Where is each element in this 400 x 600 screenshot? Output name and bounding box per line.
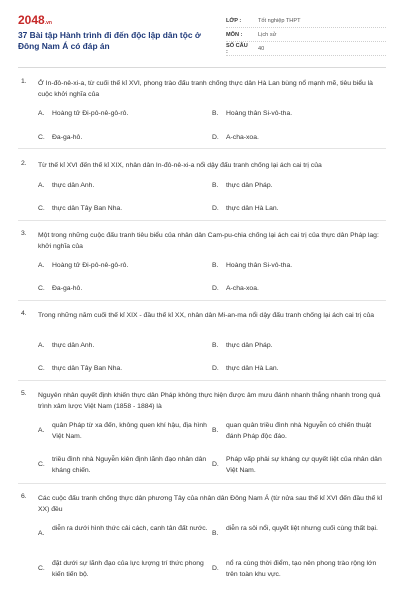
question-number: 2. (21, 160, 27, 167)
question-divider (18, 220, 386, 221)
option-text: A-cha-xoa. (226, 285, 259, 292)
option-letter: D. (212, 205, 219, 212)
option-letter: A. (38, 530, 45, 537)
option-letter: A. (38, 342, 45, 349)
option-letter: A. (38, 262, 45, 269)
option-text: Hoàng tử Đi-pô-nê-gô-rô. (52, 110, 129, 117)
option-text: thực dân Hà Lan. (226, 205, 279, 212)
logo-suffix: .vn (44, 20, 52, 26)
option-text: Hoàng thân Si-vô-tha. (226, 262, 293, 269)
option-letter: B. (212, 427, 219, 434)
option-letter: B. (212, 110, 219, 117)
option-text: Đa-ga-hô. (52, 285, 83, 292)
question-text: Trong những năm cuối thế kỉ XIX - đầu thế kỉ XX, nhân dân Mi-an-ma nổi dậy đấu tranh chống lại ách cai trị của (38, 312, 375, 319)
meta-value: Lịch sử (258, 31, 277, 38)
question-divider (18, 300, 386, 301)
question-text: Từ thế kỉ XVI đến thế kỉ XIX, nhân dân In-đô-nê-xi-a nổi dậy đấu tranh chống lại ách cai trị của (38, 162, 322, 169)
question-text: Các cuộc đấu tranh chống thực dân phương Tây của nhân dân Đông Nam Á (từ nửa sau thế kỉ XVI đến đầu thế kỉ XX) đều (38, 495, 383, 513)
option-text: thực dân Anh. (52, 182, 95, 189)
option-letter: D. (212, 461, 219, 468)
meta-info (226, 14, 386, 56)
option-text: đặt dưới sự lãnh đạo của lực lượng trí thức phong kiến tiến bộ. (52, 560, 204, 578)
option-letter: C. (38, 134, 45, 141)
option-text: Pháp vấp phải sự kháng cự quyết liệt của nhân dân Việt Nam. (226, 456, 382, 474)
question-number: 6. (21, 493, 27, 500)
option-text: thực dân Pháp. (226, 182, 273, 189)
question-number: 3. (21, 230, 27, 237)
option-text: Hoàng tử Đi-pô-nê-gô-rô. (52, 262, 129, 269)
question-divider (18, 380, 386, 381)
option-text: nổ ra cùng thời điểm, tạo nên phong trào rộng lớn trên toàn khu vực. (226, 560, 377, 578)
meta-row-count (226, 42, 386, 56)
question-number: 1. (21, 78, 27, 85)
option-letter: C. (38, 285, 45, 292)
option-letter: B. (212, 182, 219, 189)
meta-key: SỐ CÂU : (226, 42, 248, 55)
option-letter: C. (38, 461, 45, 468)
meta-row-class (226, 14, 386, 28)
question-text: Ở In-đô-nê-xi-a, từ cuối thế kỉ XVI, phong trào đấu tranh chống thực dân Hà Lan bùng nổ mạnh mẽ, tiêu biểu là cuộc khởi nghĩa của (38, 80, 373, 98)
meta-value: Tốt nghiệp THPT (258, 17, 301, 24)
question-number: 5. (21, 390, 27, 397)
question-number: 4. (21, 310, 27, 317)
option-letter: C. (38, 205, 45, 212)
option-letter: A. (38, 110, 45, 117)
option-letter: D. (212, 134, 219, 141)
document-title: 37 Bài tập Hành trình đi đến độc lập dân tộc ở Đông Nam Á có đáp án (18, 30, 201, 51)
option-letter: B. (212, 342, 219, 349)
option-text: thực dân Pháp. (226, 342, 273, 349)
logo-text: 2048 (18, 13, 45, 27)
option-text: triều đình nhà Nguyễn kiên định lãnh đạo nhân dân kháng chiến. (52, 456, 207, 474)
header-divider (18, 67, 386, 68)
option-letter: B. (212, 262, 219, 269)
option-text: diễn ra dưới hình thức cải cách, canh tân đất nước. (52, 525, 208, 532)
option-text: Hoàng thân Si-vô-tha. (226, 110, 293, 117)
question-text: Nguyên nhân quyết định khiến thực dân Pháp không thực hiện được âm mưu đánh nhanh thắng nhanh trong quá trình xâm lược Việt Nam (1858 - 1884) là (38, 392, 381, 410)
meta-value: 40 (258, 45, 265, 52)
option-letter: D. (212, 285, 219, 292)
option-letter: C. (38, 365, 45, 372)
option-text: thực dân Tây Ban Nha. (52, 205, 123, 212)
option-letter: A. (38, 427, 45, 434)
meta-row-subject (226, 28, 386, 42)
meta-key: MÔN : (226, 31, 243, 38)
site-logo[interactable] (18, 13, 52, 27)
option-text: Đa-ga-hô. (52, 134, 83, 141)
question-text: Một trong những cuộc đấu tranh tiêu biểu của nhân dân Cam-pu-chia chống lại ách cai trị của thực dân Pháp lag: khởi nghĩa của (38, 232, 379, 250)
meta-key: LỚP : (226, 17, 242, 24)
option-letter: D. (212, 365, 219, 372)
option-text: thực dân Anh. (52, 342, 95, 349)
option-text: thực dân Tây Ban Nha. (52, 365, 123, 372)
option-text: quan quân triều đình nhà Nguyễn có chiến thuật đánh Pháp độc đáo. (226, 422, 372, 440)
option-text: A-cha-xoa. (226, 134, 259, 141)
question-divider (18, 483, 386, 484)
option-letter: D. (212, 565, 219, 572)
option-text: quân Pháp từ xa đến, không quen khí hậu, địa hình Việt Nam. (52, 422, 207, 440)
option-letter: B. (212, 530, 219, 537)
option-letter: C. (38, 565, 45, 572)
page-header (0, 0, 400, 58)
question-divider (18, 148, 386, 149)
option-text: diễn ra sôi nổi, quyết liệt nhưng cuối cùng thất bại. (226, 525, 378, 532)
option-letter: A. (38, 182, 45, 189)
option-text: thực dân Hà Lan. (226, 365, 279, 372)
